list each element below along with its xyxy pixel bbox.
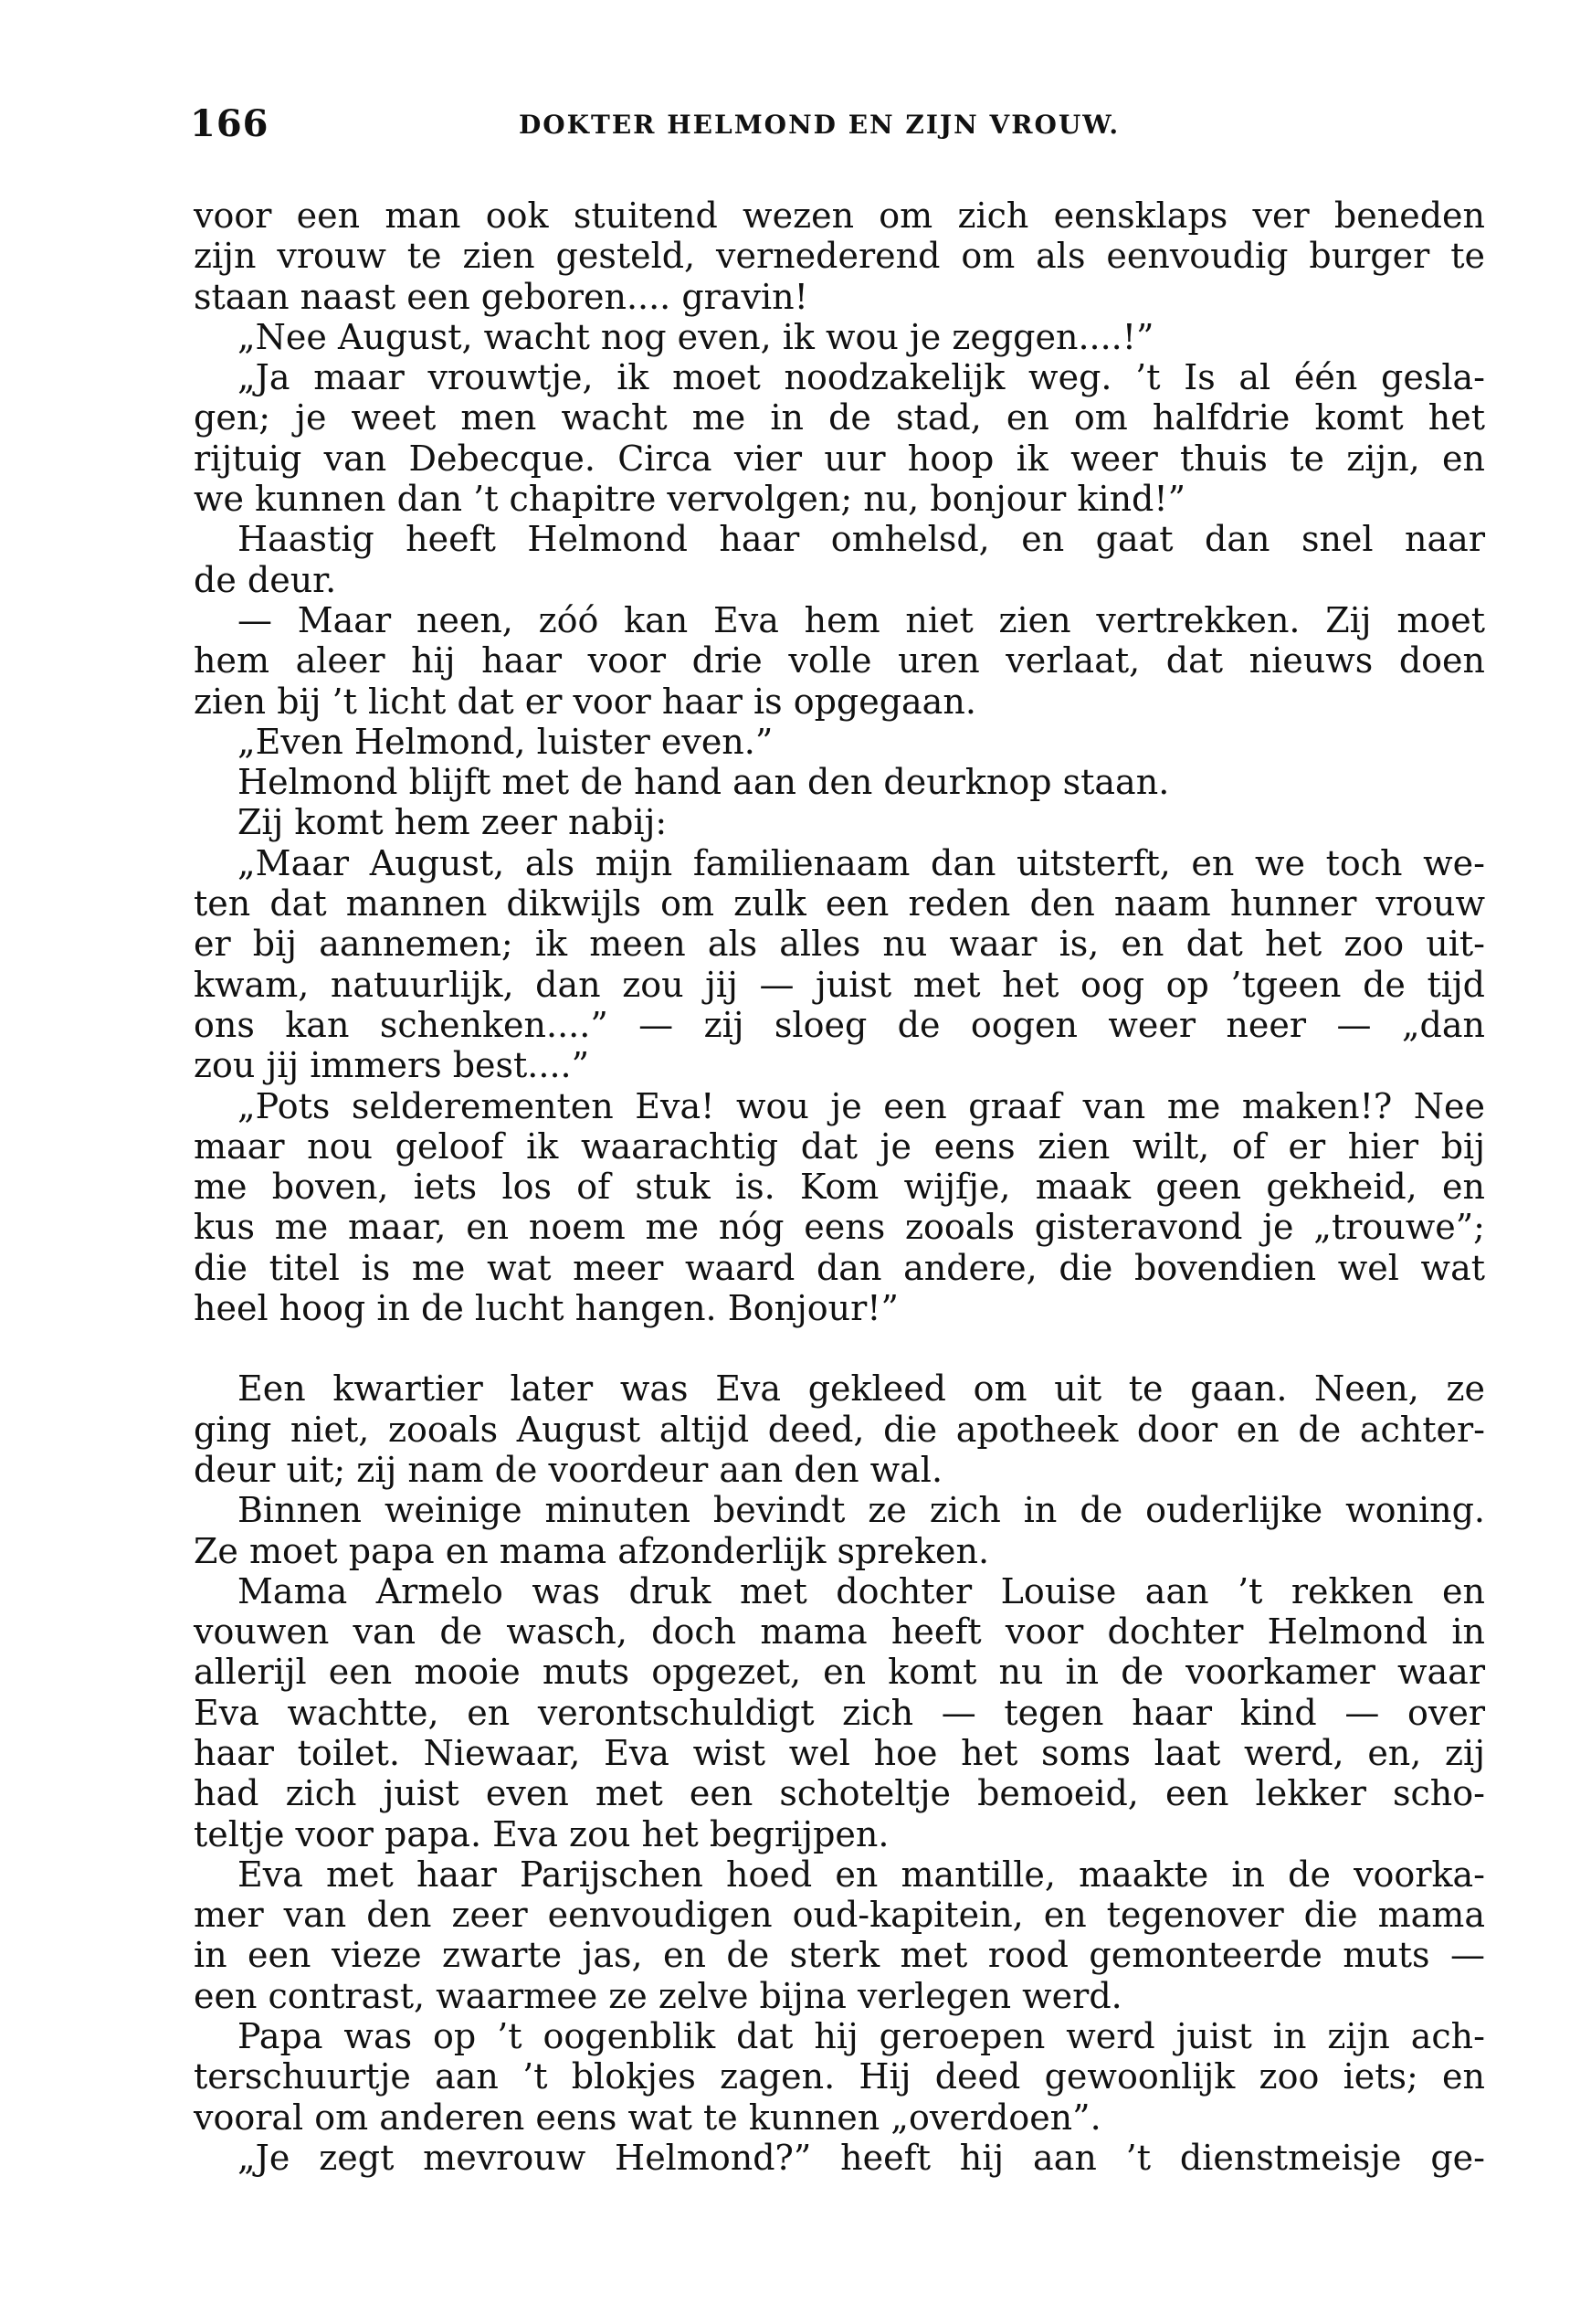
text-line: er bij aannemen; ik meen als alles nu waar is, en dat het zoo uit-: [194, 924, 1485, 965]
text-line: vooral om anderen eens wat te kunnen „overdoen”.: [194, 2097, 1101, 2138]
text-line: Ze moet papa en mama afzonderlijk spreken.: [194, 1530, 990, 1571]
text-line: deur uit; zij nam de voordeur aan den wal.: [194, 1449, 943, 1490]
section-gap: [194, 1328, 1485, 1368]
text-line: Binnen weinige minuten bevindt ze zich in de ouderlijke woning.: [237, 1490, 1485, 1531]
text-line: terschuurtje aan ’t blokjes zagen. Hij deed gewoonlijk zoo iets; en: [194, 2056, 1485, 2097]
text-line: Eva met haar Parijschen hoed en mantille, maakte in de voorka-: [237, 1854, 1485, 1895]
text-line: die titel is me wat meer waard dan andere, die bovendien wel wat: [194, 1247, 1485, 1288]
body-text: [194, 195, 1485, 2178]
text-line: gen; je weet men wacht me in de stad, en om halfdrie komt het: [194, 397, 1485, 438]
page-number: 166: [190, 102, 269, 145]
text-line: we kunnen dan ’t chapitre vervolgen; nu, bonjour kind!”: [194, 479, 1186, 520]
text-line: „Nee August, wacht nog even, ik wou je zeggen....!”: [237, 316, 1154, 357]
text-line: — Maar neen, zóó kan Eva hem niet zien vertrekken. Zij moet: [237, 599, 1485, 640]
text-line: Haastig heeft Helmond haar omhelsd, en gaat dan snel naar: [237, 519, 1485, 560]
text-line: mer van den zeer eenvoudigen oud-kapitein, en tegenover die mama: [194, 1895, 1485, 1936]
text-line: ons kan schenken....” — zij sloeg de oogen weer neer — „dan: [194, 1004, 1485, 1045]
text-line: „Ja maar vrouwtje, ik moet noodzakelijk weg. ’t Is al één gesla-: [237, 357, 1485, 398]
text-line: Zij komt hem zeer nabij:: [237, 802, 668, 843]
text-line: allerijl een mooie muts opgezet, en komt nu in de voorkamer waar: [194, 1652, 1485, 1693]
running-title: DOKTER HELMOND EN ZIJN VROUW.: [519, 110, 1121, 140]
text-line: Helmond blijft met de hand aan den deurknop staan.: [237, 762, 1170, 803]
text-line: ging niet, zooals August altijd deed, die apotheek door en de achter-: [194, 1409, 1485, 1450]
text-line: maar nou geloof ik waarachtig dat je eens zien wilt, of er hier bij: [194, 1125, 1485, 1167]
text-line: Eva wachtte, en verontschuldigt zich — tegen haar kind — over: [194, 1692, 1485, 1733]
text-line: kus me maar, en noem me nóg eens zooals gisteravond je „trouwe”;: [194, 1207, 1485, 1248]
text-line: zijn vrouw te zien gesteld, vernederend om als eenvoudig burger te: [194, 236, 1485, 277]
text-line: vouwen van de wasch, doch mama heeft voor dochter Helmond in: [194, 1611, 1485, 1653]
text-line: Mama Armelo was druk met dochter Louise aan ’t rekken en: [237, 1570, 1485, 1611]
text-line: staan naast een geboren.... gravin!: [194, 276, 808, 317]
text-line: had zich juist even met een schoteltje bemoeid, een lekker scho-: [194, 1773, 1485, 1814]
text-line: zien bij ’t licht dat er voor haar is opgegaan.: [194, 681, 976, 722]
text-line: „Maar August, als mijn familienaam dan uitsterft, en we toch we-: [237, 842, 1485, 883]
text-line: teltje voor papa. Eva zou het begrijpen.: [194, 1813, 890, 1854]
text-line: in een vieze zwarte jas, en de sterk met rood gemonteerde muts —: [194, 1935, 1485, 1976]
text-line: de deur.: [194, 559, 337, 600]
text-line: rijtuig van Debecque. Circa vier uur hoop ik weer thuis te zijn, en: [194, 438, 1485, 479]
text-line: „Even Helmond, luister even.”: [237, 721, 774, 762]
text-line: heel hoog in de lucht hangen. Bonjour!”: [194, 1288, 899, 1329]
running-header: [190, 102, 1487, 148]
text-line: Een kwartier later was Eva gekleed om uit te gaan. Neen, ze: [237, 1368, 1485, 1410]
text-line: „Pots selderementen Eva! wou je een graaf van me maken!? Nee: [237, 1085, 1485, 1126]
text-line: haar toilet. Niewaar, Eva wist wel hoe het soms laat werd, en, zij: [194, 1732, 1485, 1773]
text-line: me boven, iets los of stuk is. Kom wijfje, maak geen gekheid, en: [194, 1167, 1485, 1208]
text-line: hem aleer hij haar voor drie volle uren verlaat, dat nieuws doen: [194, 640, 1485, 681]
text-line: ten dat mannen dikwijls om zulk een reden den naam hunner vrouw: [194, 883, 1485, 924]
text-line: zou jij immers best....”: [194, 1045, 590, 1086]
text-line: kwam, natuurlijk, dan zou jij — juist met het oog op ’tgeen de tijd: [194, 964, 1485, 1005]
text-line: voor een man ook stuitend wezen om zich eensklaps ver beneden: [194, 195, 1485, 236]
text-line: „Je zegt mevrouw Helmond?” heeft hij aan ’t dienstmeisje ge-: [237, 2137, 1485, 2178]
text-line: een contrast, waarmee ze zelve bijna verlegen werd.: [194, 1975, 1122, 2016]
text-line: Papa was op ’t oogenblik dat hij geroepen werd juist in zijn ach-: [237, 2016, 1485, 2057]
